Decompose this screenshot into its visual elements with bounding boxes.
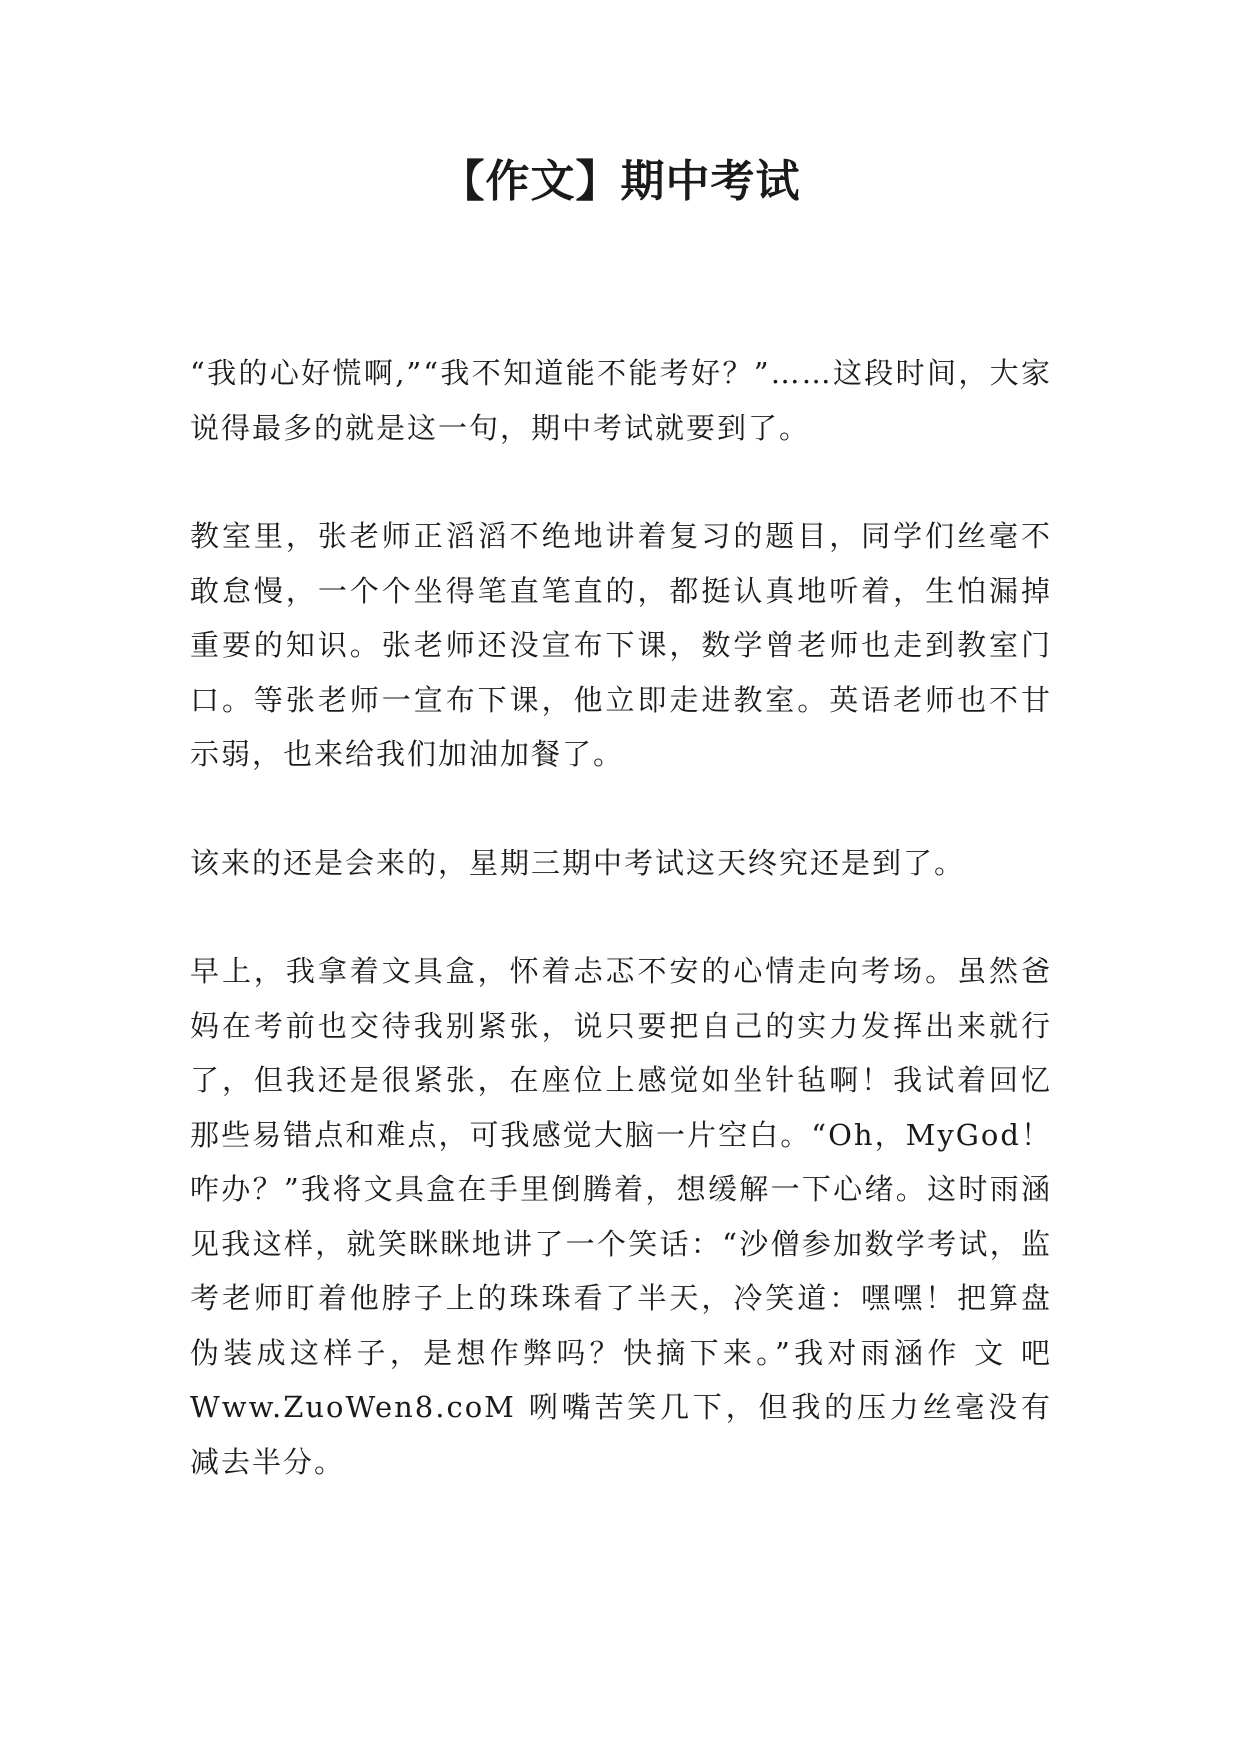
paragraph-3: 该来的还是会来的，星期三期中考试这天终究还是到了。 bbox=[190, 845, 966, 880]
paragraph-2: 教室里，张老师正滔滔不绝地讲着复习的题目，同学们丝毫不敢怠慢，一个个坐得笔直笔直的，都挺认真地听着，生怕漏掉重要的知识。张老师还没宣布下课，数学曾老师也走到教室门口。等张老师一宣布下课，他立即走进教室。英语老师也不甘示弱，也来给我们加油加餐了。 bbox=[190, 519, 1052, 771]
paragraph-1: “我的心好慌啊,”“我不知道能不能考好？”……这段时间，大家说得最多的就是这一句，期中考试就要到了。 bbox=[190, 356, 1052, 445]
paragraph-4: 早上，我拿着文具盒，怀着忐忑不安的心情走向考场。虽然爸妈在考前也交待我别紧张，说只要把自己的实力发挥出来就行了，但我还是很紧张，在座位上感觉如坐针毡啊！我试着回忆那些易错点和难点，可我感觉大脑一片空白。“Oh，MyGod！咋办？”我将文具盒在手里倒腾着，想缓解一下心绪。这时雨涵见我这样，就笑眯眯地讲了一个笑话：“沙僧参加数学考试，监考老师盯着他脖子上的珠珠看了半天，冷笑道：嘿嘿！把算盘伪装成这样子，是想作弊吗？快摘下来。”我对雨涵作 文 吧 Www.ZuoWen8.coM 咧嘴苦笑几下，但我的压力丝毫没有减去半分。 bbox=[190, 954, 1052, 1479]
document-body bbox=[190, 346, 1052, 1543]
document-title: 【作文】期中考试 bbox=[440, 156, 801, 207]
